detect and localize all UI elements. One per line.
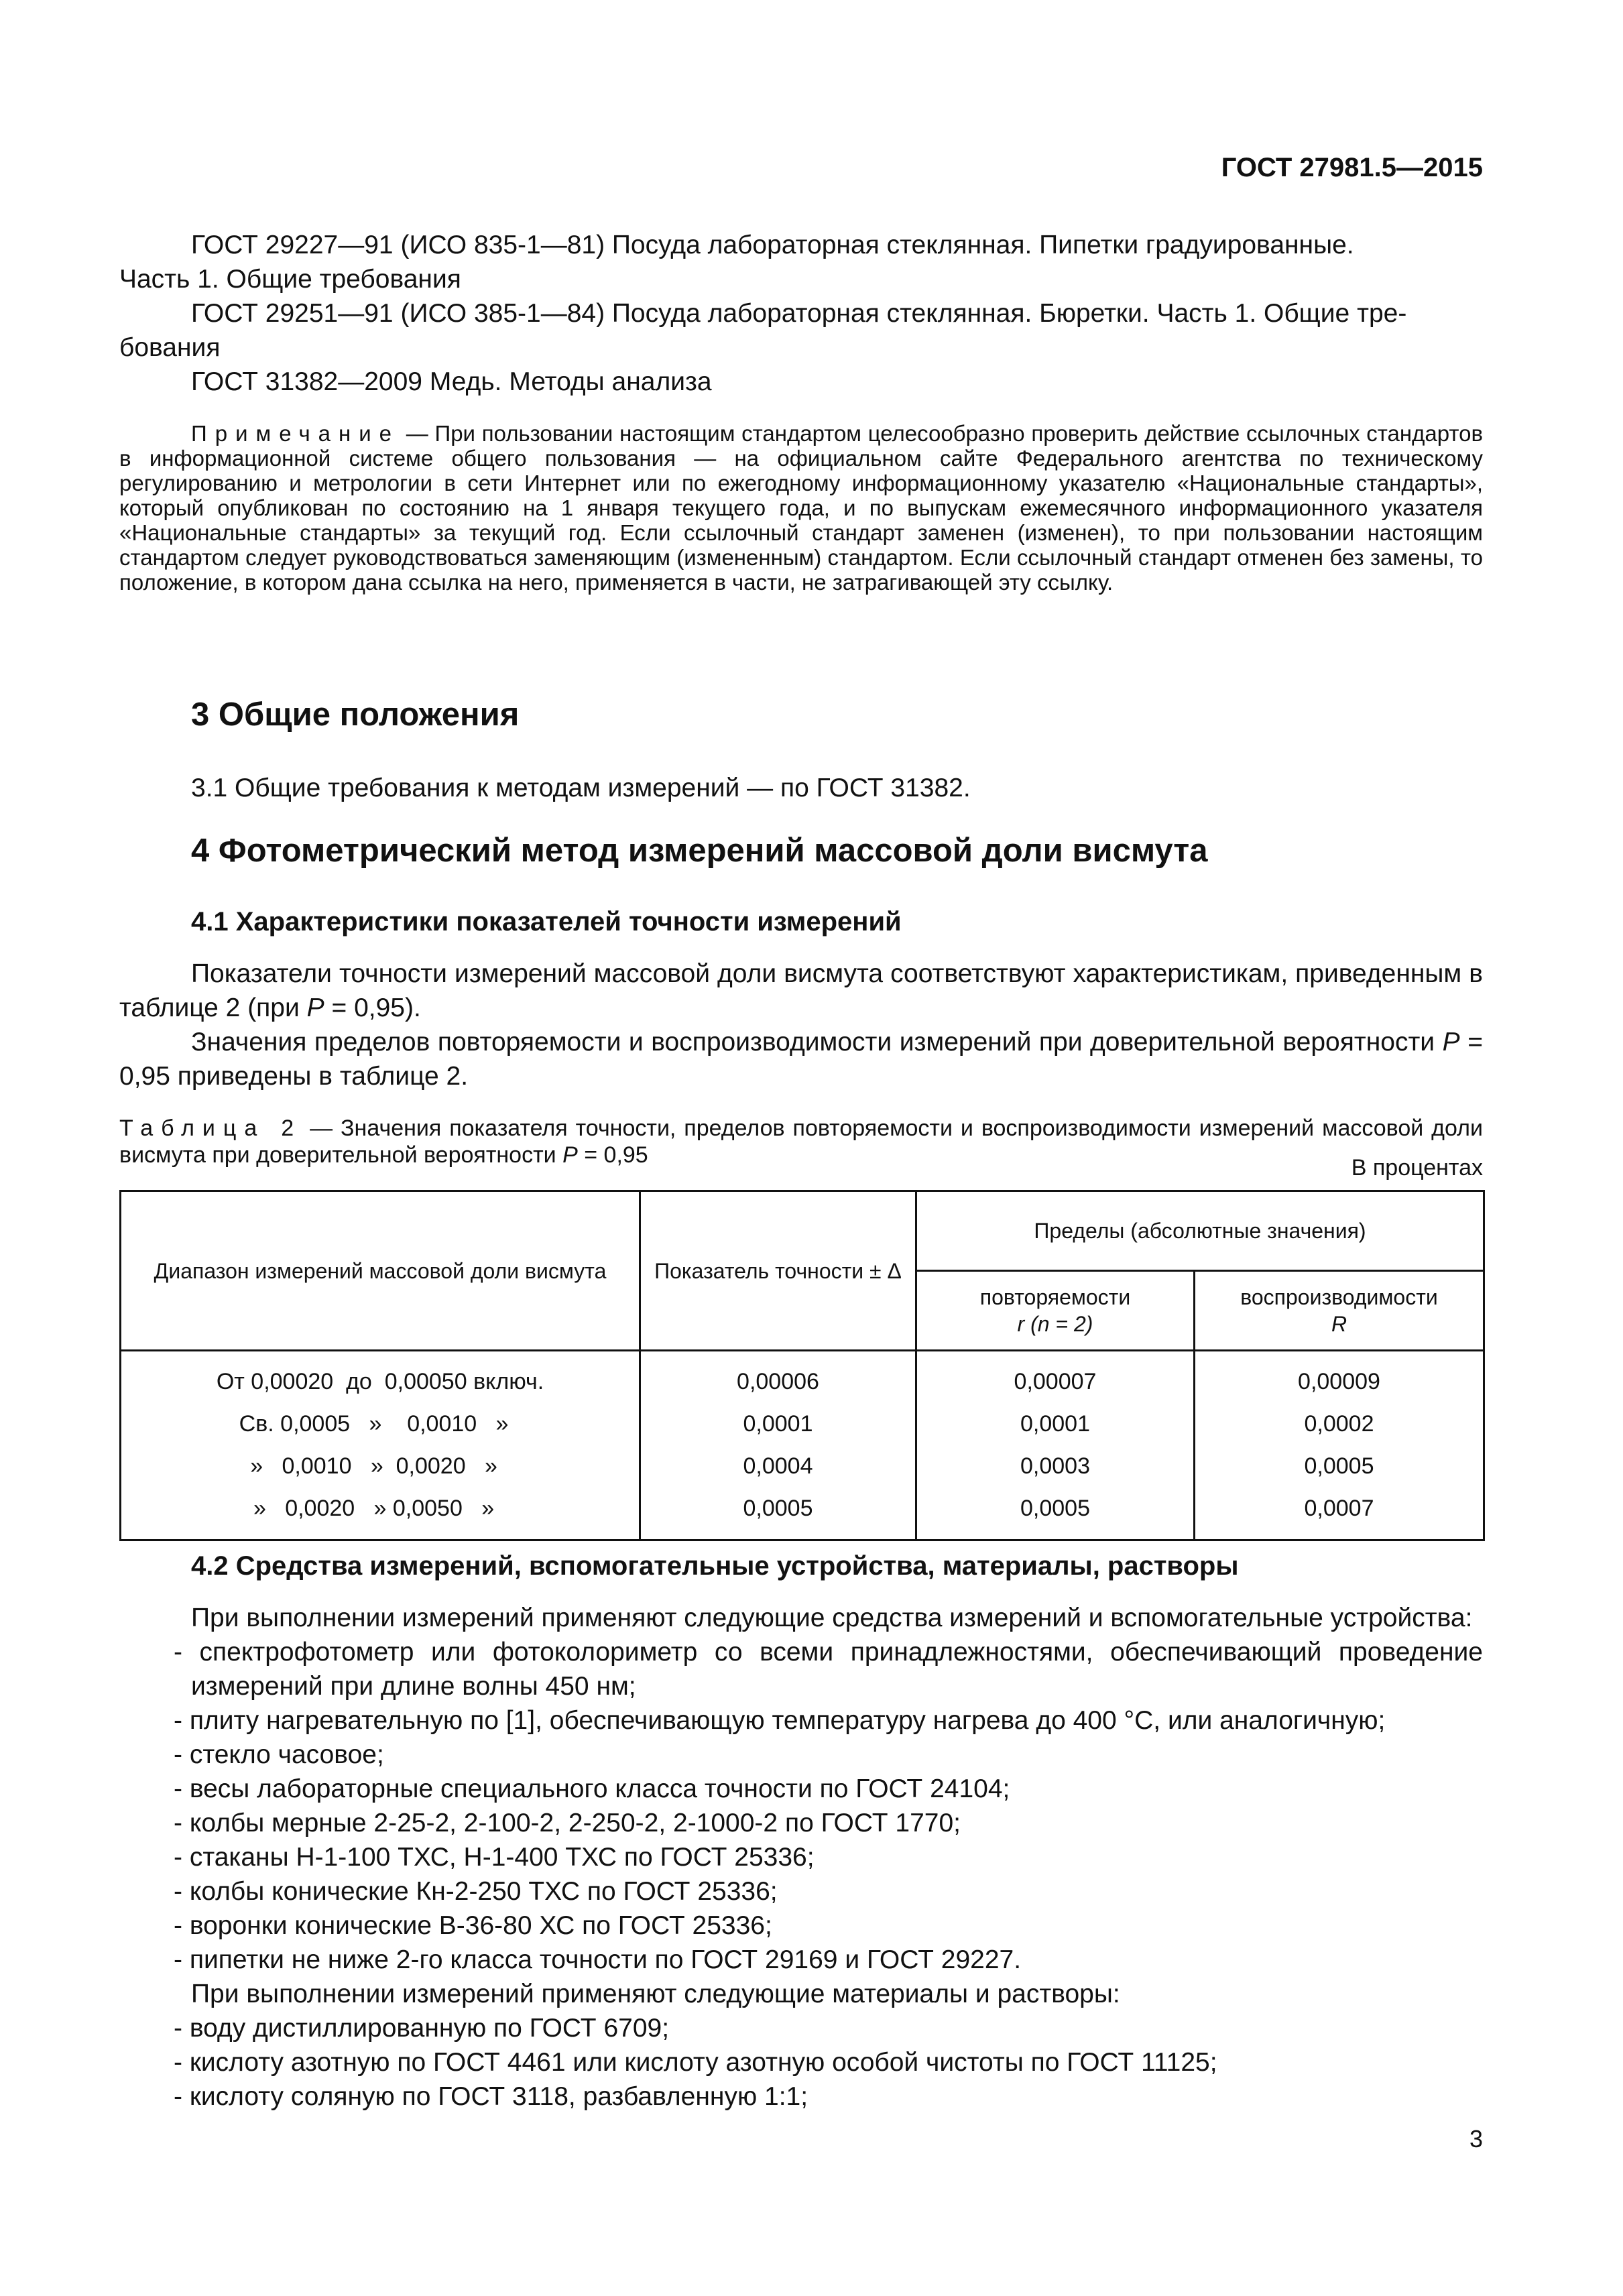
column-header-limits: Пределы (абсолютные значения): [916, 1191, 1484, 1271]
cell-accuracy: 0,0001: [640, 1403, 916, 1445]
reference-item: ГОСТ 29251—91 (ИСО 385-1—84) Посуда лабораторная стеклянная. Бюретки. Часть 1. Общие тре- бования: [119, 299, 1407, 362]
reference-item: ГОСТ 31382—2009 Медь. Методы анализа: [191, 367, 712, 396]
cell-reproducibility: 0,00009: [1195, 1351, 1484, 1404]
table-caption: Таблица 2 — Значения показателя точности, пределов повторяемости и воспроизводимости измерений массовой доли висмута при доверительной вероятности P = 0,95: [119, 1115, 1483, 1168]
section-3-heading: 3 Общие положения: [191, 697, 520, 733]
cell-repeatability: 0,00007: [916, 1351, 1195, 1404]
cell-range: » 0,0010 » 0,0020 »: [121, 1445, 640, 1488]
column-header-range: Диапазон измерений массовой доли висмута: [121, 1191, 640, 1351]
paragraph: При выполнении измерений применяют следующие средства измерений и вспомогательные устройства:: [191, 1604, 1473, 1632]
list-item: - спектрофотометр или фотоколориметр со всеми принадлежностями, обеспечивающий проведение измерений при длине волны 450 нм;: [174, 1638, 1483, 1701]
cell-reproducibility: 0,0005: [1195, 1445, 1484, 1488]
subsection-4-2-text: [119, 1601, 1483, 2114]
subsection-4-1-heading: 4.1 Характеристики показателей точности измерений: [191, 907, 902, 936]
list-item: - кислоту соляную по ГОСТ 3118, разбавленную 1:1;: [174, 2082, 808, 2111]
list-item: - пипетки не ниже 2-го класса точности по ГОСТ 29169 и ГОСТ 29227.: [174, 1945, 1022, 1974]
cell-reproducibility: 0,0002: [1195, 1403, 1484, 1445]
column-header-repeatability: повторяемости r (n = 2): [916, 1271, 1195, 1351]
column-header-reproducibility: воспроизводимости R: [1195, 1271, 1484, 1351]
cell-accuracy: 0,0004: [640, 1445, 916, 1488]
cell-repeatability: 0,0003: [916, 1445, 1195, 1488]
note-label: Примечание: [191, 421, 400, 446]
list-item: - плиту нагревательную по [1], обеспечивающую температуру нагрева до 400 °С, или аналогичную;: [174, 1706, 1386, 1735]
cell-range: Св. 0,0005 » 0,0010 »: [121, 1403, 640, 1445]
table-row: [121, 1403, 1484, 1445]
table-row: [121, 1351, 1484, 1404]
reference-item: ГОСТ 29227—91 (ИСО 835-1—81) Посуда лабораторная стеклянная. Пипетки градуированные. Часть 1. Общие требования: [119, 231, 1354, 294]
page-number: 3: [1469, 2125, 1483, 2153]
list-item: - стекло часовое;: [174, 1740, 384, 1769]
subsection-4-1-text: [119, 957, 1483, 1093]
cell-range: От 0,00020 до 0,00050 включ.: [121, 1351, 640, 1404]
cell-repeatability: 0,0005: [916, 1488, 1195, 1540]
note-block: [119, 421, 1483, 595]
list-item: - колбы мерные 2-25-2, 2-100-2, 2-250-2, 2-1000-2 по ГОСТ 1770;: [174, 1809, 961, 1837]
data-table: [119, 1190, 1485, 1541]
column-header-accuracy: Показатель точности ± Δ: [640, 1191, 916, 1351]
list-item: - воронки конические В-36-80 ХС по ГОСТ 25336;: [174, 1911, 772, 1940]
table-units: В процентах: [1351, 1155, 1483, 1181]
table-row: [121, 1488, 1484, 1540]
standard-id: ГОСТ 27981.5—2015: [1221, 153, 1483, 182]
cell-repeatability: 0,0001: [916, 1403, 1195, 1445]
references-list: [119, 228, 1483, 399]
list-item: - колбы конические Кн-2-250 ТХС по ГОСТ 25336;: [174, 1877, 778, 1906]
table-row: [121, 1445, 1484, 1488]
paragraph: Значения пределов повторяемости и воспроизводимости измерений при доверительной вероятности P = 0,95 приведены в таблице 2.: [119, 1028, 1483, 1091]
cell-range: » 0,0020 » 0,0050 »: [121, 1488, 640, 1540]
subsection-4-2-heading: 4.2 Средства измерений, вспомогательные устройства, материалы, растворы: [191, 1551, 1239, 1581]
section-4-heading: 4 Фотометрический метод измерений массовой доли висмута: [191, 833, 1208, 869]
list-item: - весы лабораторные специального класса точности по ГОСТ 24104;: [174, 1774, 1010, 1803]
list-item: - кислоту азотную по ГОСТ 4461 или кислоту азотную особой чистоты по ГОСТ 11125;: [174, 2048, 1217, 2077]
cell-accuracy: 0,0005: [640, 1488, 916, 1540]
cell-reproducibility: 0,0007: [1195, 1488, 1484, 1540]
note-text: — При пользовании настоящим стандартом целесообразно проверить действие ссылочных стандартов в информационной системе общего пользования — на официальном сайте Федерального агентства по техническому регулированию и метрологии в сети Интернет или по ежегодному информационному указателю «Национальные стандарты», который опубликован по состоянию на 1 января текущего года, и по выпускам ежемесячного информационного указателя «Национальные стандарты» за текущий год. Если ссылочный стандарт заменен (изменен), то при пользовании настоящим стандартом следует руководствоваться заменяющим (измененным) стандартом. Если ссылочный стандарт отменен без замены, то положение, в котором дана ссылка на него, применяется в части, не затрагивающей эту ссылку.: [119, 421, 1483, 595]
list-item: - стаканы Н-1-100 ТХС, Н-1-400 ТХС по ГОСТ 25336;: [174, 1843, 815, 1872]
list-item: - воду дистиллированную по ГОСТ 6709;: [174, 2014, 670, 2043]
paragraph: При выполнении измерений применяют следующие материалы и растворы:: [191, 1980, 1120, 2008]
paragraph: Показатели точности измерений массовой доли висмута соответствуют характеристикам, приведенным в таблице 2 (при P = 0,95).: [119, 959, 1483, 1022]
section-3-paragraph: 3.1 Общие требования к методам измерений — по ГОСТ 31382.: [191, 774, 971, 802]
cell-accuracy: 0,00006: [640, 1351, 916, 1404]
